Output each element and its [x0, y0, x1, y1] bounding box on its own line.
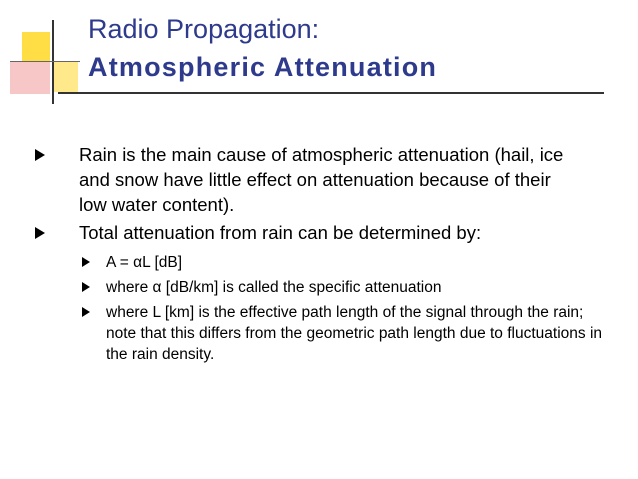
decor-light-yellow-square — [52, 62, 78, 92]
bullet-text: Rain is the main cause of atmospheric attenuation (hail, ice and snow have little effect on attenuation because of their low water content). — [79, 144, 564, 215]
bullet-arrow-icon — [82, 257, 90, 267]
slide-title-line1: Radio Propagation: — [88, 14, 320, 44]
decor-yellow-square — [22, 32, 50, 62]
slide-title-line2: Atmospheric Attenuation — [88, 52, 438, 82]
bullet-arrow-icon — [35, 227, 45, 239]
sub-bullet-item — [106, 302, 602, 365]
sub-bullet-item — [106, 252, 602, 273]
decor-horizontal-line — [10, 61, 80, 62]
title-underline-rule — [58, 92, 604, 94]
bullet-arrow-icon — [35, 149, 45, 161]
bullet-item — [79, 220, 579, 245]
decor-vertical-line — [52, 20, 54, 104]
sub-bullet-text: where α [dB/km] is called the specific attenuation — [106, 279, 442, 296]
bullet-text: Total attenuation from rain can be determined by: — [79, 222, 482, 243]
sub-bullet-text: A = αL [dB] — [106, 254, 183, 271]
decor-pink-square — [10, 62, 50, 94]
bullet-arrow-icon — [82, 307, 90, 317]
bullet-item — [79, 142, 579, 217]
sub-bullet-item — [106, 277, 602, 298]
sub-bullet-text: where L [km] is the effective path length of the signal through the rain; note that this differs from the geometric path length due to fluctuations in the rain density. — [106, 304, 603, 363]
bullet-arrow-icon — [82, 282, 90, 292]
